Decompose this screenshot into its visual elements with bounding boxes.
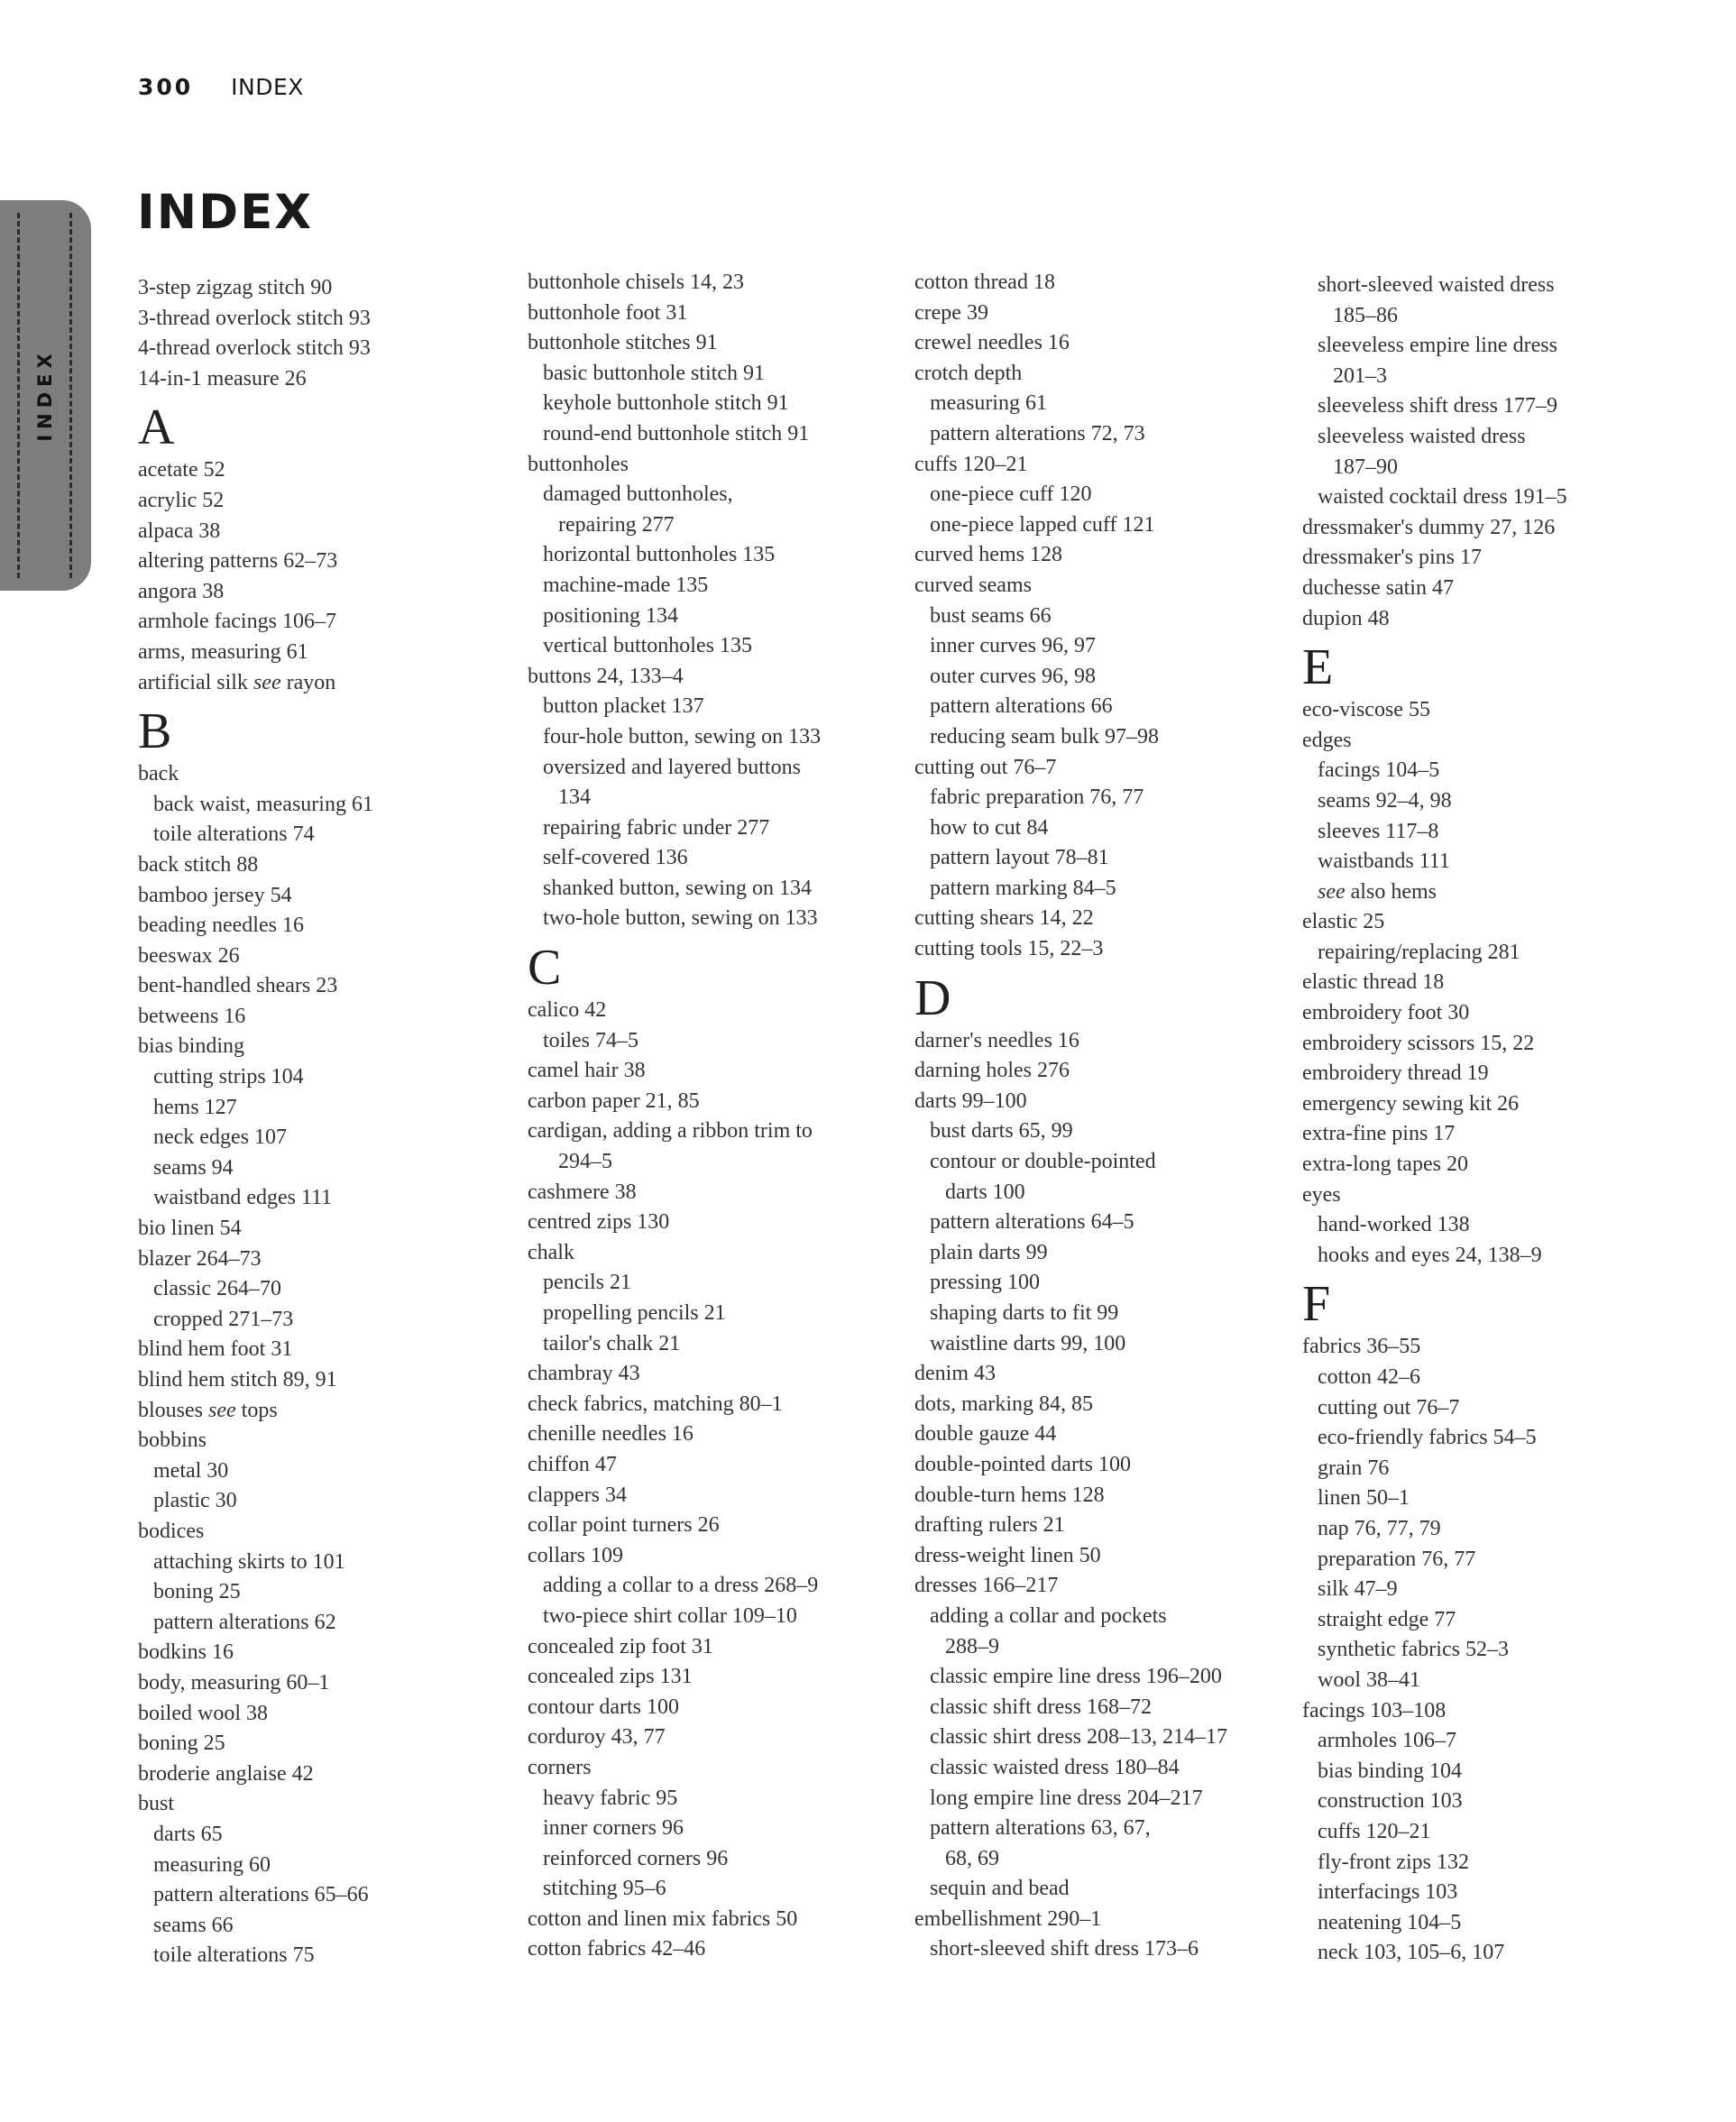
index-entry: double-pointed darts 100 xyxy=(914,1452,1131,1476)
index-entry: corduroy 43, 77 xyxy=(528,1725,666,1750)
index-entry: dressmaker's pins 17 xyxy=(1302,546,1482,570)
index-subentry: cuffs 120–21 xyxy=(1318,1819,1431,1843)
index-entry: angora 38 xyxy=(138,579,225,603)
index-subentry: how to cut 84 xyxy=(930,815,1049,840)
index-subentry: classic empire line dress 196–200 xyxy=(930,1665,1222,1689)
index-entry: buttonholes xyxy=(528,452,629,476)
index-subentry: bust darts 65, 99 xyxy=(930,1119,1073,1144)
index-entry: edges xyxy=(1302,728,1352,752)
index-subentry: shanked button, sewing on 134 xyxy=(543,876,812,900)
side-tab-label: INDEX xyxy=(34,348,56,442)
index-side-tab xyxy=(0,200,91,591)
index-subentry: vertical buttonholes 135 xyxy=(543,634,752,658)
section-letter: F xyxy=(1302,1276,1331,1333)
index-subentry: stitching 95–6 xyxy=(543,1877,666,1901)
index-subentry: pencils 21 xyxy=(543,1271,631,1295)
index-subentry: seams 94 xyxy=(153,1155,234,1180)
index-entry: eyes xyxy=(1302,1182,1341,1207)
index-subentry: hooks and eyes 24, 138–9 xyxy=(1318,1243,1542,1267)
index-entry: cutting shears 14, 22 xyxy=(914,906,1094,931)
index-subentry: interfacings 103 xyxy=(1318,1880,1458,1905)
index-subentry: synthetic fabrics 52–3 xyxy=(1318,1638,1509,1662)
index-entry: dresses 166–217 xyxy=(914,1574,1059,1598)
index-entry: acrylic 52 xyxy=(138,488,225,512)
see-reference: see xyxy=(208,1398,236,1422)
index-subentry: toile alterations 75 xyxy=(153,1943,315,1968)
index-subentry: short-sleeved shift dress 173–6 xyxy=(930,1937,1199,1961)
index-column-1 xyxy=(138,273,517,1971)
entry-text-after: also hems xyxy=(1345,879,1437,904)
index-subentry: plastic 30 xyxy=(153,1489,237,1513)
index-entry: back xyxy=(138,762,179,786)
index-entry: bobbins xyxy=(138,1428,207,1453)
index-entry: buttonhole stitches 91 xyxy=(528,331,718,355)
index-subentry: pattern alterations 62 xyxy=(153,1610,336,1634)
index-subentry: pattern alterations 66 xyxy=(930,694,1113,719)
index-subentry: straight edge 77 xyxy=(1318,1607,1456,1631)
index-entry: corners xyxy=(528,1755,592,1779)
section-letter: A xyxy=(138,400,175,456)
index-entry: facings 103–108 xyxy=(1302,1698,1447,1722)
index-entry: chiffon 47 xyxy=(528,1452,617,1476)
page-title: INDEX xyxy=(137,185,314,240)
index-subentry: repairing/replacing 281 xyxy=(1318,940,1520,964)
index-subentry: armholes 106–7 xyxy=(1318,1729,1456,1753)
index-subentry: construction 103 xyxy=(1318,1789,1463,1814)
index-subentry: propelling pencils 21 xyxy=(543,1301,726,1325)
index-subentry: sleeves 117–8 xyxy=(1318,819,1439,843)
index-entry: betweens 16 xyxy=(138,1004,246,1028)
index-subentry: bust seams 66 xyxy=(930,603,1052,628)
index-subentry: oversized and layered buttons xyxy=(543,755,801,779)
stitch-line-right xyxy=(69,213,72,578)
index-entry: alpaca 38 xyxy=(138,519,221,543)
index-entry: body, measuring 60–1 xyxy=(138,1670,330,1695)
index-subentry: pressing 100 xyxy=(930,1271,1040,1295)
index-subentry: classic shirt dress 208–13, 214–17 xyxy=(930,1725,1227,1750)
index-entry: crewel needles 16 xyxy=(914,331,1070,355)
index-subentry: damaged buttonholes, xyxy=(543,482,733,507)
index-entry: embroidery thread 19 xyxy=(1302,1061,1489,1086)
index-subentry: 187–90 xyxy=(1333,455,1398,479)
index-subentry: darts 65 xyxy=(153,1822,223,1846)
index-subentry: eco-friendly fabrics 54–5 xyxy=(1318,1426,1537,1450)
index-subentry: button placket 137 xyxy=(543,694,704,719)
page-number: 300 xyxy=(138,74,194,100)
page-header xyxy=(138,74,304,100)
index-subentry: cutting strips 104 xyxy=(153,1065,304,1089)
index-subentry: one-piece cuff 120 xyxy=(930,482,1092,507)
index-entry: bodices xyxy=(138,1519,205,1543)
index-subentry: reducing seam bulk 97–98 xyxy=(930,724,1159,749)
index-subentry: pattern alterations 63, 67, xyxy=(930,1816,1151,1841)
index-subentry: two-hole button, sewing on 133 xyxy=(543,906,818,931)
index-subentry: keyhole buttonhole stitch 91 xyxy=(543,391,789,416)
index-subentry: waistband edges 111 xyxy=(153,1186,333,1210)
index-entry: altering patterns 62–73 xyxy=(138,549,338,574)
index-subentry: toiles 74–5 xyxy=(543,1028,638,1052)
index-entry: crotch depth xyxy=(914,361,1023,385)
index-entry: 3-step zigzag stitch 90 xyxy=(138,276,333,299)
index-entry: emergency sewing kit 26 xyxy=(1302,1091,1520,1116)
index-subentry: one-piece lapped cuff 121 xyxy=(930,512,1155,537)
index-entry xyxy=(138,668,517,699)
index-subentry: hand-worked 138 xyxy=(1318,1213,1470,1237)
index-subentry: reinforced corners 96 xyxy=(543,1846,729,1870)
index-subentry: boning 25 xyxy=(153,1580,241,1604)
index-subentry: classic waisted dress 180–84 xyxy=(930,1755,1180,1779)
index-entry: arms, measuring 61 xyxy=(138,639,308,664)
index-subentry: nap 76, 77, 79 xyxy=(1318,1516,1441,1540)
index-subentry: short-sleeved waisted dress xyxy=(1318,273,1555,297)
index-entry: extra-long tapes 20 xyxy=(1302,1153,1468,1177)
index-entry: cardigan, adding a ribbon trim to xyxy=(528,1119,813,1144)
index-subentry: pattern alterations 65–66 xyxy=(153,1883,369,1907)
index-subentry: waistline darts 99, 100 xyxy=(930,1331,1126,1355)
index-entry: cashmere 38 xyxy=(528,1180,637,1204)
index-entry: concealed zips 131 xyxy=(528,1665,693,1689)
index-entry: duchesse satin 47 xyxy=(1302,575,1454,600)
index-entry: cotton thread 18 xyxy=(914,271,1055,294)
index-subentry: cropped 271–73 xyxy=(153,1307,294,1331)
index-subentry: cutting out 76–7 xyxy=(1318,1395,1460,1419)
index-subentry: shaping darts to fit 99 xyxy=(930,1301,1119,1325)
index-subentry: round-end buttonhole stitch 91 xyxy=(543,421,810,446)
index-entry: darning holes 276 xyxy=(914,1059,1070,1083)
index-entry: buttonhole chisels 14, 23 xyxy=(528,271,744,294)
index-entry: darner's needles 16 xyxy=(914,1028,1079,1052)
index-subentry: seams 66 xyxy=(153,1913,234,1937)
index-subentry: adding a collar and pockets xyxy=(930,1603,1167,1628)
index-entry: crepe 39 xyxy=(914,300,988,325)
index-entry: collars 109 xyxy=(528,1543,623,1567)
index-subentry: 201–3 xyxy=(1333,363,1387,388)
index-subentry: measuring 60 xyxy=(153,1852,271,1877)
index-entry: dressmaker's dummy 27, 126 xyxy=(1302,515,1556,539)
section-letter: D xyxy=(914,969,951,1026)
section-letter: C xyxy=(528,940,562,997)
entry-text-after: tops xyxy=(235,1398,278,1422)
index-entry: curved seams xyxy=(914,573,1032,597)
index-subentry: hems 127 xyxy=(153,1095,237,1119)
index-subentry: 294–5 xyxy=(558,1150,612,1174)
index-subentry: inner curves 96, 97 xyxy=(930,634,1096,658)
index-subentry: repairing 277 xyxy=(558,512,675,537)
see-reference: see xyxy=(253,670,281,694)
index-entry: boiled wool 38 xyxy=(138,1701,268,1725)
index-subentry: silk 47–9 xyxy=(1318,1577,1398,1602)
index-entry: cuffs 120–21 xyxy=(914,452,1028,476)
index-subentry: fly-front zips 132 xyxy=(1318,1850,1469,1874)
index-entry: bust xyxy=(138,1792,175,1816)
section-letter: E xyxy=(1302,639,1334,696)
entry-text-after: rayon xyxy=(280,670,336,694)
index-subentry: pattern alterations 64–5 xyxy=(930,1210,1134,1235)
index-entry: 14-in-1 measure 26 xyxy=(138,366,307,390)
index-entry: boning 25 xyxy=(138,1732,225,1756)
index-subentry: pattern alterations 72, 73 xyxy=(930,421,1145,446)
index-subentry: back waist, measuring 61 xyxy=(153,792,373,816)
index-subentry: metal 30 xyxy=(153,1458,229,1483)
index-entry: carbon paper 21, 85 xyxy=(528,1089,700,1113)
index-subentry: pattern layout 78–81 xyxy=(930,846,1109,870)
index-entry: curved hems 128 xyxy=(914,543,1062,567)
index-subentry: sequin and bead xyxy=(930,1877,1070,1901)
index-subentry: preparation 76, 77 xyxy=(1318,1547,1476,1571)
index-subentry: darts 100 xyxy=(945,1180,1025,1204)
index-entry: embellishment 290–1 xyxy=(914,1906,1102,1931)
index-entry: darts 99–100 xyxy=(914,1089,1027,1113)
index-subentry: repairing fabric under 277 xyxy=(543,815,770,840)
index-entry: collar point turners 26 xyxy=(528,1513,720,1538)
index-entry: chalk xyxy=(528,1240,574,1264)
index-subentry: measuring 61 xyxy=(930,391,1047,416)
index-entry: 3-thread overlock stitch 93 xyxy=(138,306,371,330)
index-subentry: inner corners 96 xyxy=(543,1816,684,1841)
index-entry: camel hair 38 xyxy=(528,1059,646,1083)
index-entry: acetate 52 xyxy=(138,458,225,482)
index-entry: bent-handled shears 23 xyxy=(138,974,338,998)
index-subentry: cotton 42–6 xyxy=(1318,1365,1420,1389)
index-entry: denim 43 xyxy=(914,1362,996,1386)
index-entry: buttonhole foot 31 xyxy=(528,300,688,325)
section-letter: B xyxy=(138,703,172,760)
index-subentry: contour or double-pointed xyxy=(930,1150,1156,1174)
index-entry: check fabrics, matching 80–1 xyxy=(528,1392,783,1416)
index-subentry: linen 50–1 xyxy=(1318,1486,1410,1511)
index-entry: bamboo jersey 54 xyxy=(138,883,292,907)
index-entry: bio linen 54 xyxy=(138,1217,242,1241)
index-subentry: attaching skirts to 101 xyxy=(153,1549,345,1574)
index-entry: fabrics 36–55 xyxy=(1302,1335,1421,1359)
index-subentry: 68, 69 xyxy=(945,1846,999,1870)
index-subentry: waistbands 111 xyxy=(1318,850,1450,874)
index-entry: concealed zip foot 31 xyxy=(528,1634,713,1658)
index-column-4 xyxy=(1302,271,1681,1969)
index-entry: back stitch 88 xyxy=(138,852,259,877)
index-subentry: toile alterations 74 xyxy=(153,822,315,847)
index-subentry: bias binding 104 xyxy=(1318,1759,1462,1783)
index-subentry: sleeveless shift dress 177–9 xyxy=(1318,394,1557,418)
index-subentry: horizontal buttonholes 135 xyxy=(543,543,776,567)
index-entry xyxy=(138,1396,517,1427)
index-entry: dupion 48 xyxy=(1302,606,1390,630)
index-subentry: neck 103, 105–6, 107 xyxy=(1318,1941,1505,1965)
index-subentry: 288–9 xyxy=(945,1634,999,1658)
index-entry: eco-viscose 55 xyxy=(1302,698,1430,722)
index-subentry: basic buttonhole stitch 91 xyxy=(543,361,765,385)
index-entry: 4-thread overlock stitch 93 xyxy=(138,336,371,361)
index-entry: cotton and linen mix fabrics 50 xyxy=(528,1906,798,1931)
index-subentry: neatening 104–5 xyxy=(1318,1910,1462,1934)
index-entry: embroidery scissors 15, 22 xyxy=(1302,1031,1535,1055)
index-entry: clappers 34 xyxy=(528,1483,627,1507)
index-column-3 xyxy=(914,268,1293,1965)
index-entry: bodkins 16 xyxy=(138,1640,234,1665)
index-entry: elastic 25 xyxy=(1302,910,1385,934)
stitch-line-left xyxy=(17,213,20,578)
index-entry: double-turn hems 128 xyxy=(914,1483,1105,1507)
index-entry: armhole facings 106–7 xyxy=(138,610,336,634)
index-subentry: heavy fabric 95 xyxy=(543,1786,678,1810)
index-subentry: adding a collar to a dress 268–9 xyxy=(543,1574,819,1598)
index-entry: cutting tools 15, 22–3 xyxy=(914,937,1104,961)
index-entry: buttons 24, 133–4 xyxy=(528,664,684,688)
index-subentry: plain darts 99 xyxy=(930,1240,1048,1264)
index-entry: blazer 264–73 xyxy=(138,1246,262,1271)
index-subentry xyxy=(1302,877,1681,908)
index-subentry: tailor's chalk 21 xyxy=(543,1331,681,1355)
index-subentry: 134 xyxy=(558,785,591,810)
index-entry: contour darts 100 xyxy=(528,1695,679,1719)
index-subentry: machine-made 135 xyxy=(543,573,709,597)
index-entry: cutting out 76–7 xyxy=(914,755,1057,779)
index-entry: embroidery foot 30 xyxy=(1302,1001,1470,1025)
entry-text: blouses xyxy=(138,1398,208,1422)
index-subentry: waisted cocktail dress 191–5 xyxy=(1318,485,1567,510)
index-subentry: classic shift dress 168–72 xyxy=(930,1695,1152,1719)
index-entry: double gauze 44 xyxy=(914,1422,1057,1447)
index-entry: elastic thread 18 xyxy=(1302,970,1445,995)
index-entry: chenille needles 16 xyxy=(528,1422,693,1447)
entry-text: artificial silk xyxy=(138,670,253,694)
index-entry: dots, marking 84, 85 xyxy=(914,1392,1093,1416)
index-subentry: facings 104–5 xyxy=(1318,758,1440,783)
index-entry: broderie anglaise 42 xyxy=(138,1761,314,1786)
index-entry: centred zips 130 xyxy=(528,1210,670,1235)
index-entry: bias binding xyxy=(138,1034,244,1059)
index-subentry: 185–86 xyxy=(1333,303,1398,327)
index-subentry: fabric preparation 76, 77 xyxy=(930,785,1144,810)
index-entry: blind hem foot 31 xyxy=(138,1337,293,1362)
see-reference: see xyxy=(1318,879,1346,904)
index-entry: blind hem stitch 89, 91 xyxy=(138,1368,337,1392)
index-entry: extra-fine pins 17 xyxy=(1302,1122,1456,1146)
index-subentry: two-piece shirt collar 109–10 xyxy=(543,1603,797,1628)
index-subentry: sleeveless waisted dress xyxy=(1318,424,1526,448)
running-head: INDEX xyxy=(231,74,304,100)
index-subentry: classic 264–70 xyxy=(153,1277,281,1301)
index-subentry: four-hole button, sewing on 133 xyxy=(543,724,822,749)
index-column-2 xyxy=(528,268,906,1965)
index-entry: beading needles 16 xyxy=(138,914,304,938)
index-entry: cotton fabrics 42–46 xyxy=(528,1937,706,1961)
index-entry: chambray 43 xyxy=(528,1362,640,1386)
index-subentry: seams 92–4, 98 xyxy=(1318,788,1452,813)
index-subentry: wool 38–41 xyxy=(1318,1667,1420,1692)
index-subentry: pattern marking 84–5 xyxy=(930,876,1116,900)
index-subentry: outer curves 96, 98 xyxy=(930,664,1096,688)
index-entry: dress-weight linen 50 xyxy=(914,1543,1101,1567)
index-entry: beeswax 26 xyxy=(138,943,240,968)
index-entry: calico 42 xyxy=(528,998,607,1023)
index-subentry: long empire line dress 204–217 xyxy=(930,1786,1203,1810)
index-subentry: self-covered 136 xyxy=(543,846,688,870)
index-subentry: sleeveless empire line dress xyxy=(1318,334,1557,358)
index-subentry: neck edges 107 xyxy=(153,1125,287,1150)
index-entry: drafting rulers 21 xyxy=(914,1513,1065,1538)
index-subentry: grain 76 xyxy=(1318,1456,1390,1480)
index-subentry: positioning 134 xyxy=(543,603,679,628)
